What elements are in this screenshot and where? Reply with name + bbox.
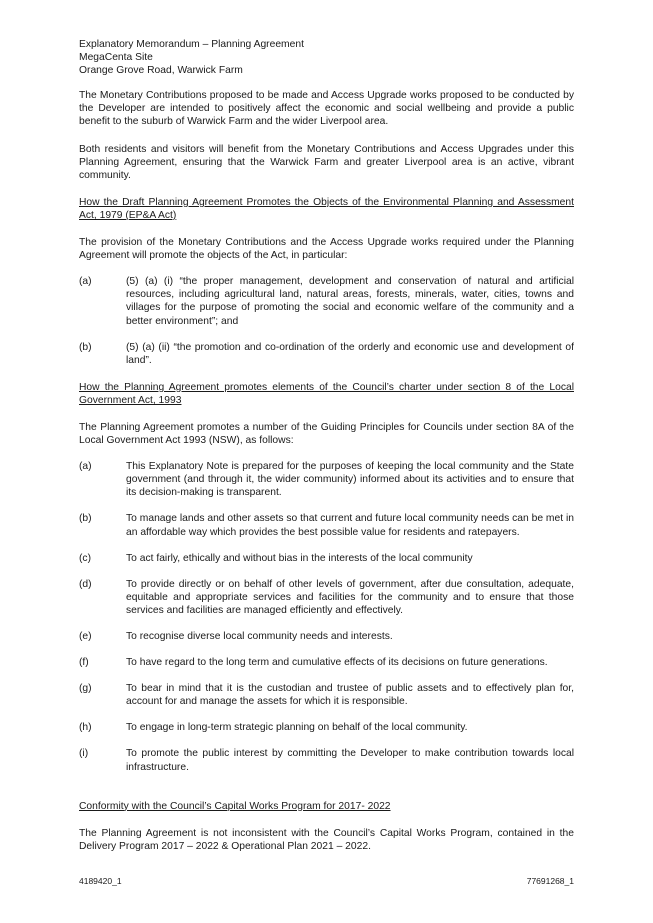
list-item-label: (f): [79, 657, 89, 669]
list-item: [79, 747, 574, 773]
list-item-label: (a): [79, 461, 92, 473]
list-item-text: (5) (a) (ii) “the promotion and co-ordination of the orderly and economic use and development of land”.: [126, 341, 574, 366]
section3-text: The Planning Agreement is not inconsistent with the Council’s Capital Works Program, contained in the Delivery Program 2017 – 2022 & Operational Plan 2021 – 2022.: [79, 827, 574, 852]
list-item-text: To provide directly or on behalf of other levels of government, after due consultation, adequate, equitable and appropriate services and facilities for the community and to ensure that those services and facilities are managed efficiently and effectively.: [126, 578, 574, 616]
header-site: MegaCenta Site: [79, 52, 153, 64]
footer-doc-id-right: 77691268_1: [526, 876, 574, 886]
list-item-text: To bear in mind that it is the custodian and trustee of public assets and to effectively plan for, account for and manage the assets for which it is responsible.: [126, 683, 574, 708]
list-item-text: To promote the public interest by committing the Developer to make contribution towards local infrastructure.: [126, 748, 574, 773]
section2-heading: How the Planning Agreement promotes elements of the Council’s charter under section 8 of the Local Government Act, 1993: [79, 381, 574, 406]
list-item-text: This Explanatory Note is prepared for the purposes of keeping the local community and the State government (and through it, the wider community) informed about its activities and to ensure that its decision-making is transparent.: [126, 461, 574, 499]
intro-paragraph-2: Both residents and visitors will benefit from the Monetary Contributions and Access Upgrades under this Planning Agreement, ensuring that the Warwick Farm and greater Liverpool area is an active, vibrant community.: [79, 143, 574, 181]
list-item-text: To have regard to the long term and cumulative effects of its decisions on future generations.: [126, 657, 548, 669]
list-item: [79, 460, 574, 499]
header-address: Orange Grove Road, Warwick Farm: [79, 65, 243, 77]
list-item-label: (g): [79, 683, 92, 695]
list-item-text: To act fairly, ethically and without bias in the interests of the local community: [126, 552, 473, 564]
list-item: [79, 552, 574, 565]
list-item: [79, 512, 574, 538]
list-item: [79, 721, 574, 734]
section3-heading: Conformity with the Council’s Capital Works Program for 2017- 2022: [79, 800, 391, 812]
list-item: [79, 682, 574, 708]
section1-heading: How the Draft Planning Agreement Promotes the Objects of the Environmental Planning and Assessment Act, 1979 (EP&A Act): [79, 196, 574, 221]
list-item: [79, 275, 574, 327]
list-item-label: (e): [79, 631, 92, 642]
document-page: [79, 38, 574, 853]
footer-doc-id-left: 4189420_1: [79, 876, 122, 886]
list-item-label: (d): [79, 578, 92, 590]
list-item-label: (i): [79, 748, 89, 760]
list-item: [79, 578, 574, 617]
section1-intro: The provision of the Monetary Contributions and the Access Upgrade works required under the Planning Agreement will promote the objects of the Act, in particular:: [79, 237, 574, 262]
list-item-label: (h): [79, 722, 92, 734]
document-header: [79, 38, 574, 77]
section2-intro: The Planning Agreement promotes a number of the Guiding Principles for Councils under section 8A of the Local Government Act 1993 (NSW), as follows:: [79, 421, 574, 447]
list-item-label: (a): [79, 276, 92, 288]
intro-paragraph-1: The Monetary Contributions proposed to be made and Access Upgrade works proposed to be conducted by the Developer are intended to positively affect the economic and social wellbeing and provide a public benefit to the suburb of Warwick Farm and the wider Liverpool area.: [79, 90, 574, 128]
list-item: [79, 630, 574, 643]
list-item-label: (c): [79, 552, 92, 564]
list-item-label: (b): [79, 341, 92, 353]
list-item: [79, 656, 574, 669]
list-item-label: (b): [79, 513, 92, 525]
list-item-text: (5) (a) (i) “the proper management, development and conservation of natural and artificial resources, including agricultural land, natural areas, forests, minerals, water, cities, towns and villages for the purpose of promoting the social and economic welfare of the community and a better environment”; and: [126, 276, 574, 327]
list-item-text: To manage lands and other assets so that current and future local community needs can be met in an affordable way which provides the best possible value for residents and ratepayers.: [126, 513, 574, 538]
header-title: Explanatory Memorandum – Planning Agreement: [79, 39, 304, 50]
list-item-text: To engage in long-term strategic planning on behalf of the local community.: [126, 722, 468, 734]
list-item-text: To recognise diverse local community needs and interests.: [126, 631, 393, 642]
list-item: [79, 341, 574, 367]
